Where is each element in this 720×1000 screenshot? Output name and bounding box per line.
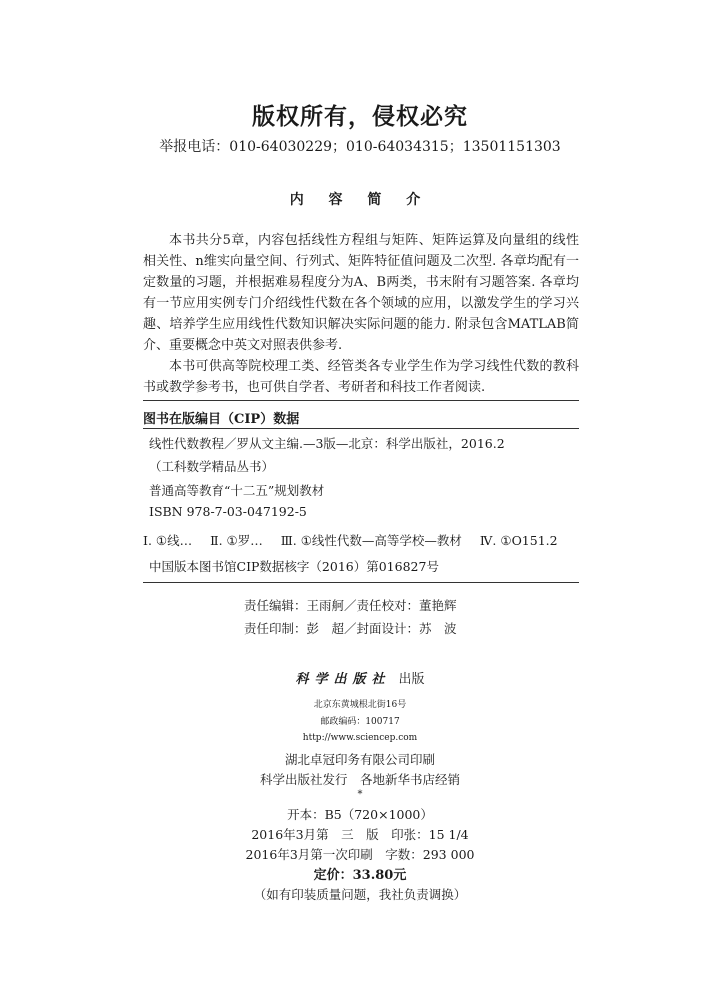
quality-note: （如有印装质量问题，我社负责调换） [253, 887, 467, 902]
edition-info: 2016年3月第 三 版 印张：15 1/4 [251, 827, 469, 842]
cip-class-item: Ⅱ. ①罗… [210, 533, 263, 548]
cip-classification [143, 531, 572, 549]
printer: 湖北卓冠印务有限公司印刷 [284, 752, 435, 767]
cip-bottom-rule [143, 582, 579, 583]
summary-body [143, 230, 579, 398]
credit-line: 责任编辑：王雨舸／责任校对：董艳辉 [244, 598, 457, 613]
separator-star: * [357, 789, 363, 800]
cip-class-item: Ⅰ. ①线… [143, 533, 193, 548]
cip-line: ISBN 978-7-03-047192-5 [149, 504, 307, 519]
cip-heading: 图书在版编目（CIP）数据 [143, 412, 300, 427]
publisher-address: 北京东黄城根北街16号 [313, 700, 407, 710]
cip-record-number: 中国版本图书馆CIP数据核字（2016）第016827号 [149, 559, 439, 574]
publisher-name: 科学出版社 [295, 672, 391, 687]
price: 定价：33.80元 [313, 868, 407, 883]
cip-class-item: Ⅳ. ①O151.2 [479, 533, 558, 548]
cip-line: 普通高等教育“十二五”规划教材 [149, 483, 325, 498]
summary-paragraph-2: 本书可供高等院校理工类、经管类各专业学生作为学习线性代数的教科书或教学参考书，也可供自学者、考研者和科技工作者阅读. [143, 359, 579, 395]
cip-heading-rule [143, 428, 579, 429]
credit-line: 责任印制：彭 超／封面设计：苏 波 [244, 621, 457, 636]
book-format: 开本：B5（720×1000） [287, 807, 433, 822]
publisher-label: 出版 [398, 672, 425, 687]
publisher-line [0, 668, 720, 687]
printing-info: 2016年3月第一次印刷 字数：293 000 [245, 847, 475, 862]
copyright-title: 版权所有，侵权必究 [252, 103, 468, 130]
summary-heading: 内 容 简 介 [289, 192, 431, 208]
summary-paragraph-1: 本书共分5章，内容包括线性方程组与矩阵、矩阵运算及向量组的线性相关性、n维实向量空间、行列式、矩阵特征值问题及二次型. 各章均配有一定数量的习题，并根据难易程度分为A、B两类，书末附有习题答案. 各章均有一节应用实例专门介绍线性代数在各个领域的应用，以激发学生的学习兴趣、培养学生应用线性代数知识解决实际问题的能力. 附录包含MATLAB简介、重要概念中英文对照表供参考. [143, 233, 579, 353]
cip-line: （工科数学精品丛书） [149, 459, 275, 474]
cip-line: 线性代数教程／罗从文主编.—3版—北京：科学出版社，2016.2 [149, 436, 505, 451]
report-phone: 举报电话：010-64030229；010-64034315；13501151303 [159, 139, 561, 155]
distribution: 科学出版社发行 各地新华书店经销 [259, 772, 460, 787]
publisher-postcode: 邮政编码：100717 [320, 717, 400, 727]
cip-top-rule [143, 400, 579, 401]
cip-class-item: Ⅲ. ①线性代数—高等学校—教材 [280, 533, 462, 548]
publisher-url: http://www.sciencep.com [302, 733, 418, 743]
